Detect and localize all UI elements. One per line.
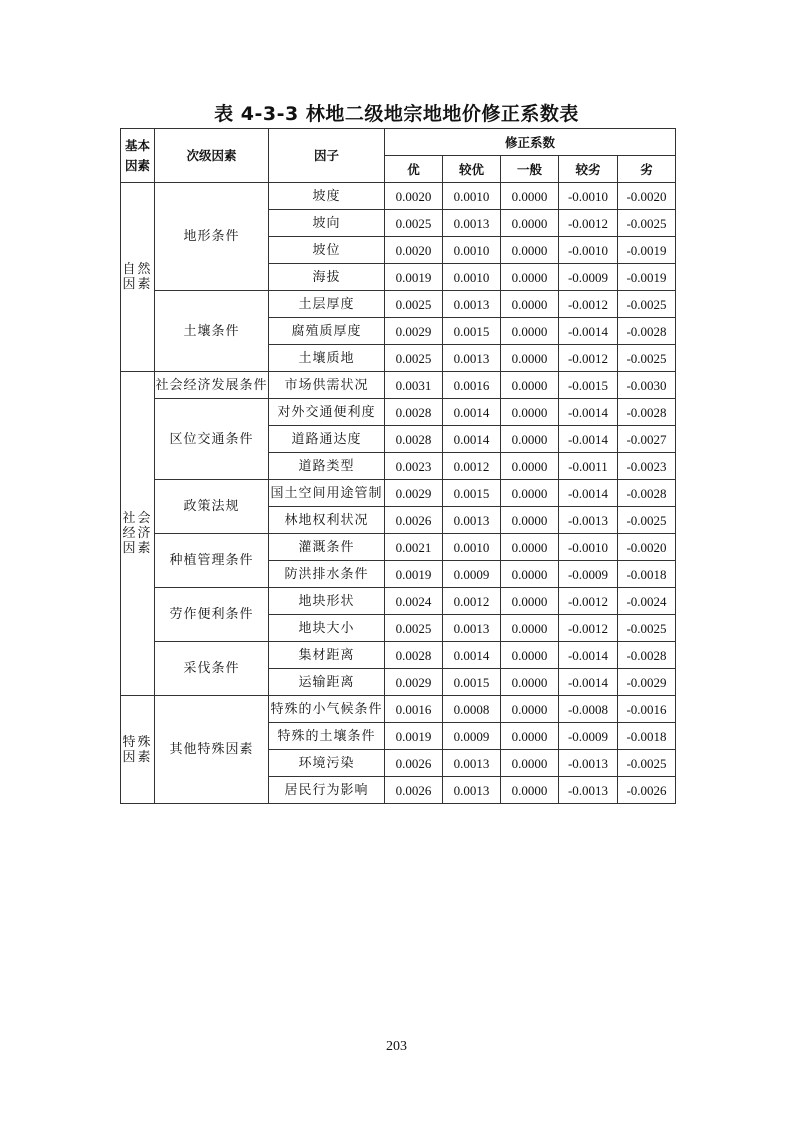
coefficient-value: -0.0015 bbox=[559, 372, 618, 399]
factor-cell: 坡向 bbox=[269, 210, 385, 237]
coefficient-value: 0.0029 bbox=[385, 669, 443, 696]
coefficient-value: 0.0012 bbox=[443, 453, 501, 480]
basic-factor-natural: 自然因素 bbox=[121, 183, 155, 372]
coefficient-value: 0.0000 bbox=[501, 696, 559, 723]
coefficient-value: 0.0015 bbox=[443, 669, 501, 696]
header-basic-factor: 基本因素 bbox=[121, 129, 155, 183]
factor-cell: 特殊的土壤条件 bbox=[269, 723, 385, 750]
factor-cell: 环境污染 bbox=[269, 750, 385, 777]
coefficient-value: -0.0025 bbox=[618, 210, 676, 237]
coefficient-value: -0.0009 bbox=[559, 561, 618, 588]
coefficient-value: 0.0029 bbox=[385, 318, 443, 345]
coefficient-value: -0.0011 bbox=[559, 453, 618, 480]
coefficient-value: -0.0025 bbox=[618, 345, 676, 372]
coefficient-value: -0.0010 bbox=[559, 237, 618, 264]
sub-factor-cell: 其他特殊因素 bbox=[155, 696, 269, 804]
sub-factor-cell: 地形条件 bbox=[155, 183, 269, 291]
coefficient-value: 0.0013 bbox=[443, 291, 501, 318]
coefficient-value: -0.0009 bbox=[559, 723, 618, 750]
coefficient-value: 0.0025 bbox=[385, 345, 443, 372]
coefficient-value: -0.0019 bbox=[618, 237, 676, 264]
coefficient-value: 0.0020 bbox=[385, 237, 443, 264]
factor-cell: 土壤质地 bbox=[269, 345, 385, 372]
sub-factor-cell: 种植管理条件 bbox=[155, 534, 269, 588]
coefficient-value: 0.0000 bbox=[501, 372, 559, 399]
coefficient-value: 0.0000 bbox=[501, 183, 559, 210]
table-row bbox=[121, 480, 676, 507]
coefficient-value: 0.0028 bbox=[385, 426, 443, 453]
coefficient-value: -0.0013 bbox=[559, 777, 618, 804]
coefficient-value: 0.0026 bbox=[385, 750, 443, 777]
table-row bbox=[121, 372, 676, 399]
coefficient-value: 0.0010 bbox=[443, 237, 501, 264]
header-grade-bad: 劣 bbox=[618, 156, 676, 183]
table-header bbox=[121, 129, 676, 183]
coefficient-value: -0.0025 bbox=[618, 291, 676, 318]
coefficient-value: 0.0009 bbox=[443, 561, 501, 588]
coefficient-value: 0.0000 bbox=[501, 534, 559, 561]
coefficient-value: 0.0000 bbox=[501, 642, 559, 669]
coefficient-value: -0.0014 bbox=[559, 399, 618, 426]
coefficient-value: -0.0014 bbox=[559, 480, 618, 507]
coefficient-value: 0.0014 bbox=[443, 642, 501, 669]
coefficient-value: -0.0029 bbox=[618, 669, 676, 696]
coefficient-value: 0.0019 bbox=[385, 264, 443, 291]
coefficient-value: 0.0031 bbox=[385, 372, 443, 399]
coefficient-value: -0.0014 bbox=[559, 669, 618, 696]
table-row bbox=[121, 291, 676, 318]
coefficient-value: 0.0000 bbox=[501, 615, 559, 642]
basic-factor-socioeconomic: 社会经济因素 bbox=[121, 372, 155, 696]
coefficient-value: -0.0030 bbox=[618, 372, 676, 399]
coefficient-value: -0.0018 bbox=[618, 723, 676, 750]
factor-cell: 防洪排水条件 bbox=[269, 561, 385, 588]
factor-cell: 地块大小 bbox=[269, 615, 385, 642]
coefficient-value: 0.0016 bbox=[443, 372, 501, 399]
coefficient-value: -0.0016 bbox=[618, 696, 676, 723]
coefficient-value: -0.0020 bbox=[618, 534, 676, 561]
coefficient-value: 0.0025 bbox=[385, 615, 443, 642]
page-number: 203 bbox=[386, 1039, 407, 1054]
table-row bbox=[121, 642, 676, 669]
coefficient-value: 0.0000 bbox=[501, 507, 559, 534]
coefficient-value: -0.0013 bbox=[559, 507, 618, 534]
coefficient-value: 0.0009 bbox=[443, 723, 501, 750]
coefficient-value: 0.0013 bbox=[443, 507, 501, 534]
coefficient-value: 0.0026 bbox=[385, 777, 443, 804]
coefficient-value: 0.0026 bbox=[385, 507, 443, 534]
factor-cell: 居民行为影响 bbox=[269, 777, 385, 804]
coefficient-value: 0.0010 bbox=[443, 183, 501, 210]
factor-cell: 道路通达度 bbox=[269, 426, 385, 453]
coefficient-value: 0.0025 bbox=[385, 210, 443, 237]
coefficient-value: 0.0025 bbox=[385, 291, 443, 318]
coefficient-value: -0.0025 bbox=[618, 507, 676, 534]
factor-cell: 土层厚度 bbox=[269, 291, 385, 318]
coefficient-value: 0.0013 bbox=[443, 345, 501, 372]
coefficient-value: -0.0025 bbox=[618, 750, 676, 777]
factor-cell: 对外交通便利度 bbox=[269, 399, 385, 426]
factor-cell: 集材距离 bbox=[269, 642, 385, 669]
coefficient-value: -0.0008 bbox=[559, 696, 618, 723]
coefficient-value: 0.0000 bbox=[501, 426, 559, 453]
coefficient-value: -0.0010 bbox=[559, 534, 618, 561]
coefficient-value: -0.0012 bbox=[559, 210, 618, 237]
coefficient-value: -0.0020 bbox=[618, 183, 676, 210]
coefficient-value: -0.0028 bbox=[618, 318, 676, 345]
coefficient-value: 0.0000 bbox=[501, 669, 559, 696]
table-body bbox=[121, 183, 676, 804]
coefficient-value: -0.0026 bbox=[618, 777, 676, 804]
coefficient-value: 0.0024 bbox=[385, 588, 443, 615]
coefficient-value: 0.0000 bbox=[501, 561, 559, 588]
coefficient-value: 0.0016 bbox=[385, 696, 443, 723]
coefficient-value: 0.0019 bbox=[385, 723, 443, 750]
coefficient-value: -0.0009 bbox=[559, 264, 618, 291]
factor-cell: 坡度 bbox=[269, 183, 385, 210]
coefficient-value: 0.0028 bbox=[385, 399, 443, 426]
coefficient-value: -0.0014 bbox=[559, 318, 618, 345]
factor-cell: 国土空间用途管制 bbox=[269, 480, 385, 507]
factor-cell: 灌溉条件 bbox=[269, 534, 385, 561]
coefficient-value: -0.0023 bbox=[618, 453, 676, 480]
header-grade-good: 较优 bbox=[443, 156, 501, 183]
basic-factor-special: 特殊因素 bbox=[121, 696, 155, 804]
coefficient-value: 0.0000 bbox=[501, 264, 559, 291]
coefficient-value: -0.0012 bbox=[559, 588, 618, 615]
coefficient-value: -0.0027 bbox=[618, 426, 676, 453]
coefficient-value: 0.0021 bbox=[385, 534, 443, 561]
coefficient-value: -0.0014 bbox=[559, 642, 618, 669]
coefficient-value: 0.0000 bbox=[501, 723, 559, 750]
factor-cell: 坡位 bbox=[269, 237, 385, 264]
coefficient-value: -0.0025 bbox=[618, 615, 676, 642]
coefficient-value: 0.0014 bbox=[443, 399, 501, 426]
coefficient-value: 0.0019 bbox=[385, 561, 443, 588]
header-grade-excellent: 优 bbox=[385, 156, 443, 183]
factor-cell: 道路类型 bbox=[269, 453, 385, 480]
factor-cell: 腐殖质厚度 bbox=[269, 318, 385, 345]
coefficient-value: 0.0000 bbox=[501, 318, 559, 345]
coefficient-value: 0.0013 bbox=[443, 750, 501, 777]
coefficient-value: -0.0028 bbox=[618, 399, 676, 426]
coefficient-value: -0.0018 bbox=[618, 561, 676, 588]
coefficient-value: -0.0012 bbox=[559, 291, 618, 318]
sub-factor-cell: 采伐条件 bbox=[155, 642, 269, 696]
factor-cell: 运输距离 bbox=[269, 669, 385, 696]
header-sub-factor: 次级因素 bbox=[155, 129, 269, 183]
coefficient-value: 0.0020 bbox=[385, 183, 443, 210]
coefficient-value: 0.0010 bbox=[443, 534, 501, 561]
coefficient-value: 0.0000 bbox=[501, 399, 559, 426]
sub-factor-cell: 政策法规 bbox=[155, 480, 269, 534]
coefficient-value: -0.0013 bbox=[559, 750, 618, 777]
coefficient-table bbox=[120, 128, 676, 804]
header-coefficient: 修正系数 bbox=[385, 129, 676, 156]
coefficient-value: -0.0012 bbox=[559, 615, 618, 642]
factor-cell: 市场供需状况 bbox=[269, 372, 385, 399]
coefficient-value: 0.0014 bbox=[443, 426, 501, 453]
coefficient-value: 0.0000 bbox=[501, 480, 559, 507]
header-grade-average: 一般 bbox=[501, 156, 559, 183]
coefficient-value: 0.0015 bbox=[443, 480, 501, 507]
table-row bbox=[121, 696, 676, 723]
table-row bbox=[121, 534, 676, 561]
sub-factor-cell: 土壤条件 bbox=[155, 291, 269, 372]
coefficient-value: 0.0029 bbox=[385, 480, 443, 507]
coefficient-value: -0.0019 bbox=[618, 264, 676, 291]
coefficient-value: 0.0000 bbox=[501, 588, 559, 615]
coefficient-value: 0.0013 bbox=[443, 777, 501, 804]
coefficient-value: 0.0013 bbox=[443, 210, 501, 237]
coefficient-value: 0.0000 bbox=[501, 237, 559, 264]
coefficient-value: 0.0010 bbox=[443, 264, 501, 291]
coefficient-value: -0.0028 bbox=[618, 642, 676, 669]
factor-cell: 特殊的小气候条件 bbox=[269, 696, 385, 723]
coefficient-value: 0.0023 bbox=[385, 453, 443, 480]
coefficient-value: 0.0012 bbox=[443, 588, 501, 615]
header-factor: 因子 bbox=[269, 129, 385, 183]
factor-cell: 林地权利状况 bbox=[269, 507, 385, 534]
table-row bbox=[121, 588, 676, 615]
table-title: 表 4-3-3 林地二级地宗地地价修正系数表 bbox=[214, 103, 579, 125]
coefficient-value: 0.0000 bbox=[501, 750, 559, 777]
coefficient-value: 0.0015 bbox=[443, 318, 501, 345]
coefficient-value: 0.0000 bbox=[501, 291, 559, 318]
coefficient-value: -0.0010 bbox=[559, 183, 618, 210]
coefficient-value: 0.0000 bbox=[501, 210, 559, 237]
header-grade-poor: 较劣 bbox=[559, 156, 618, 183]
sub-factor-cell: 区位交通条件 bbox=[155, 399, 269, 480]
table-row bbox=[121, 399, 676, 426]
coefficient-value: 0.0028 bbox=[385, 642, 443, 669]
coefficient-value: 0.0000 bbox=[501, 453, 559, 480]
sub-factor-cell: 社会经济发展条件 bbox=[155, 372, 269, 399]
coefficient-value: -0.0014 bbox=[559, 426, 618, 453]
coefficient-value: 0.0000 bbox=[501, 345, 559, 372]
coefficient-value: 0.0013 bbox=[443, 615, 501, 642]
factor-cell: 地块形状 bbox=[269, 588, 385, 615]
coefficient-value: -0.0028 bbox=[618, 480, 676, 507]
coefficient-value: -0.0012 bbox=[559, 345, 618, 372]
sub-factor-cell: 劳作便利条件 bbox=[155, 588, 269, 642]
coefficient-value: -0.0024 bbox=[618, 588, 676, 615]
factor-cell: 海拔 bbox=[269, 264, 385, 291]
coefficient-value: 0.0000 bbox=[501, 777, 559, 804]
coefficient-value: 0.0008 bbox=[443, 696, 501, 723]
table-row bbox=[121, 183, 676, 210]
